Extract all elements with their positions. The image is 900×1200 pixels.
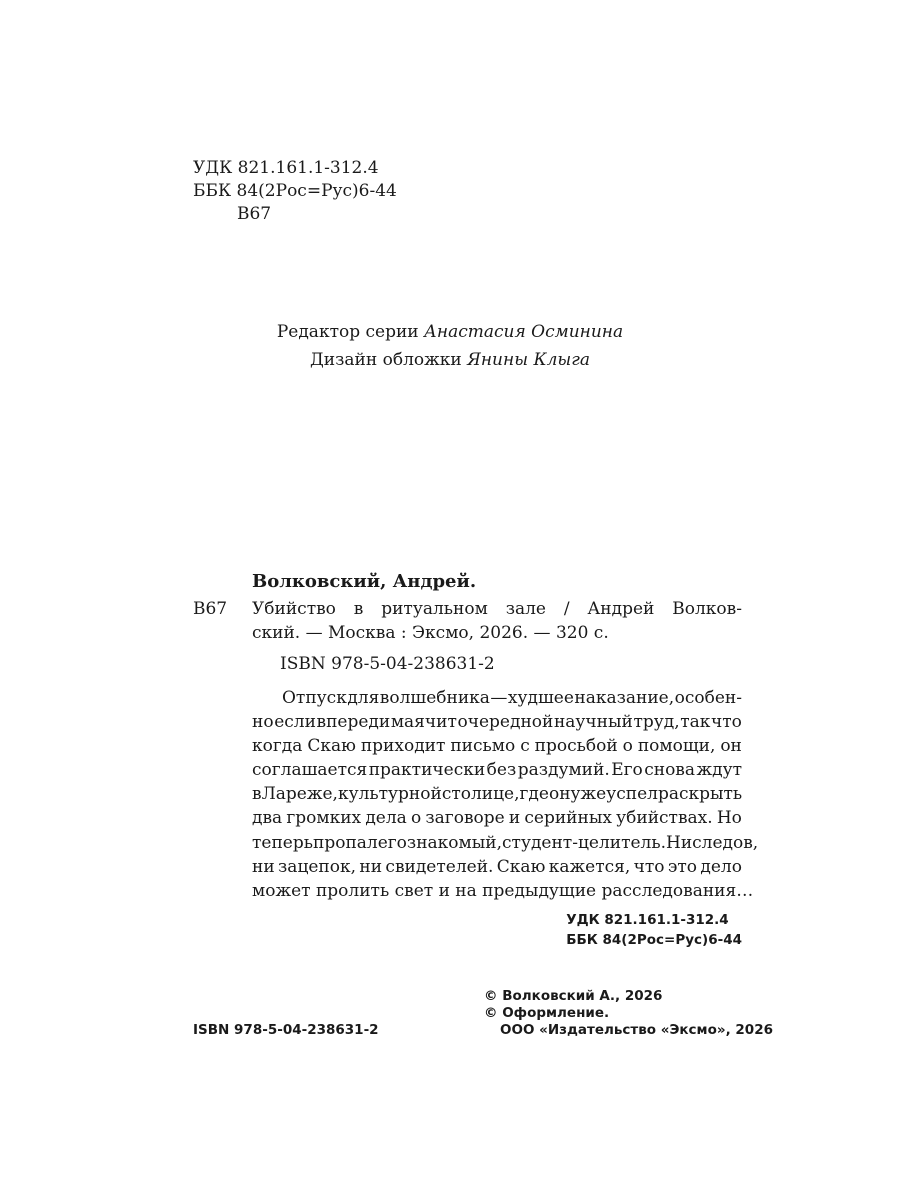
- annotation-word: приходит: [360, 736, 446, 757]
- annotation-word: два: [252, 808, 283, 829]
- annotation-word: впереди: [316, 712, 391, 733]
- cover-design-line: [0, 346, 900, 374]
- series-editor-name: Анастасия Осминина: [424, 322, 624, 342]
- udk-code: УДК 821.161.1-312.4: [193, 158, 379, 178]
- annotation-word: он: [548, 784, 571, 805]
- bibliographic-title: [252, 597, 742, 645]
- title-word: зале: [505, 599, 546, 619]
- annotation-word: это: [667, 856, 698, 877]
- annotation-word: что: [633, 856, 665, 877]
- annotation-word: пропал: [313, 832, 378, 853]
- annotation-word: практически: [368, 760, 486, 781]
- annotation-word: помощи,: [637, 736, 716, 757]
- annotation-word: кажется,: [548, 856, 631, 877]
- annotation-line: может пролить свет и на предыдущие расследования…: [252, 880, 754, 901]
- annotation-line: [252, 831, 759, 855]
- title-word: Волков-: [672, 599, 742, 619]
- annotation: [252, 686, 759, 903]
- author-mark: В67: [237, 204, 272, 224]
- bbk-code-bottom: ББК 84(2Рос=Рус)6-44: [566, 932, 742, 948]
- annotation-word: Скаю: [496, 856, 546, 877]
- annotation-word: студент-целитель.: [502, 832, 666, 853]
- title-line-1: [252, 597, 742, 621]
- annotation-word: раскрыть: [657, 784, 743, 805]
- annotation-word: столице,: [441, 784, 520, 805]
- annotation-word: заговоре: [425, 808, 505, 829]
- annotation-word: худшее: [507, 688, 574, 708]
- annotation-word: громких: [286, 808, 362, 829]
- annotation-word: дело: [700, 856, 742, 877]
- annotation-word: снова: [644, 760, 696, 781]
- annotation-word: Его: [611, 760, 643, 781]
- annotation-word: ждут: [696, 760, 742, 781]
- title-word: в: [353, 599, 364, 619]
- annotation-word: для: [347, 688, 380, 708]
- annotation-word: культурной: [337, 784, 442, 805]
- annotation-line: [252, 734, 742, 758]
- title-word: /: [563, 599, 570, 619]
- classification-top: [193, 157, 397, 226]
- annotation-word: Отпуск: [282, 688, 347, 708]
- annotation-line: [252, 855, 742, 879]
- annotation-word: волшебника: [379, 688, 490, 708]
- annotation-word: свидетелей.: [385, 856, 494, 877]
- annotation-line: [252, 806, 742, 830]
- annotation-word: очередной: [457, 712, 554, 733]
- title-line-2: ский. — Москва : Эксмо, 2026. — 320 с.: [252, 623, 609, 643]
- credits-block: [0, 318, 900, 374]
- annotation-word: в: [252, 784, 262, 805]
- title-word: ритуальном: [381, 599, 488, 619]
- annotation-word: маячит: [390, 712, 457, 733]
- annotation-word: Лареже,: [261, 784, 338, 805]
- annotation-word: если: [274, 712, 316, 733]
- annotation-word: успел: [606, 784, 658, 805]
- copyright-publisher: ООО «Издательство «Эксмо», 2026: [500, 1022, 773, 1038]
- annotation-word: и: [508, 808, 521, 829]
- annotation-line: [252, 782, 742, 806]
- cover-design-name: Янины Клыга: [467, 350, 591, 370]
- annotation-word: что: [711, 712, 742, 733]
- annotation-word: дела: [365, 808, 407, 829]
- annotation-word: особен-: [674, 688, 742, 708]
- annotation-word: без: [486, 760, 517, 781]
- annotation-word: о: [410, 808, 422, 829]
- annotation-word: Но: [716, 808, 742, 829]
- isbn-bottom: ISBN 978-5-04-238631-2: [193, 1022, 379, 1038]
- annotation-word: убийствах.: [616, 808, 713, 829]
- cover-design-label: Дизайн обложки: [309, 350, 462, 370]
- classification-bottom: [566, 910, 742, 950]
- annotation-word: его: [377, 832, 407, 853]
- annotation-word: серийных: [524, 808, 612, 829]
- title-word: Убийство: [252, 599, 336, 619]
- annotation-word: труд,: [633, 712, 680, 733]
- annotation-word: он: [720, 736, 742, 757]
- isbn-main: ISBN 978-5-04-238631-2: [280, 654, 495, 674]
- annotation-word: где: [519, 784, 549, 805]
- annotation-word: раздумий.: [517, 760, 610, 781]
- annotation-word: наказание,: [574, 688, 675, 708]
- copyright-block: [484, 988, 773, 1039]
- annotation-word: письмо: [450, 736, 516, 757]
- udk-code-bottom: УДК 821.161.1-312.4: [566, 912, 729, 928]
- annotation-word: —: [490, 688, 508, 708]
- annotation-word: но: [252, 712, 274, 733]
- annotation-word: зацепок,: [278, 856, 357, 877]
- annotation-word: научный: [553, 712, 633, 733]
- annotation-word: просьбой: [534, 736, 618, 757]
- copyright-design: © Оформление.: [484, 1005, 610, 1021]
- bbk-code: ББК 84(2Рос=Рус)6-44: [193, 181, 397, 201]
- annotation-word: так: [680, 712, 711, 733]
- title-word: Андрей: [587, 599, 655, 619]
- annotation-line: [252, 758, 742, 782]
- series-editor-label: Редактор серии: [276, 322, 419, 342]
- annotation-word: теперь: [252, 832, 313, 853]
- annotation-word: Скаю: [307, 736, 356, 757]
- annotation-word: следов,: [692, 832, 759, 853]
- annotation-word: когда: [252, 736, 303, 757]
- annotation-word: уже: [570, 784, 607, 805]
- annotation-word: ни: [252, 856, 275, 877]
- copyright-author: © Волковский А., 2026: [484, 988, 663, 1004]
- annotation-word: Ни: [666, 832, 693, 853]
- annotation-word: знакомый,: [406, 832, 503, 853]
- annotation-word: о: [622, 736, 633, 757]
- series-editor-line: [0, 318, 900, 346]
- annotation-word: соглашается: [252, 760, 368, 781]
- author-heading: Волковский, Андрей.: [252, 571, 477, 592]
- annotation-line: [252, 686, 742, 710]
- annotation-word: с: [520, 736, 530, 757]
- annotation-line: [252, 710, 742, 734]
- annotation-word: ни: [359, 856, 383, 877]
- author-mark-left: В67: [193, 599, 228, 619]
